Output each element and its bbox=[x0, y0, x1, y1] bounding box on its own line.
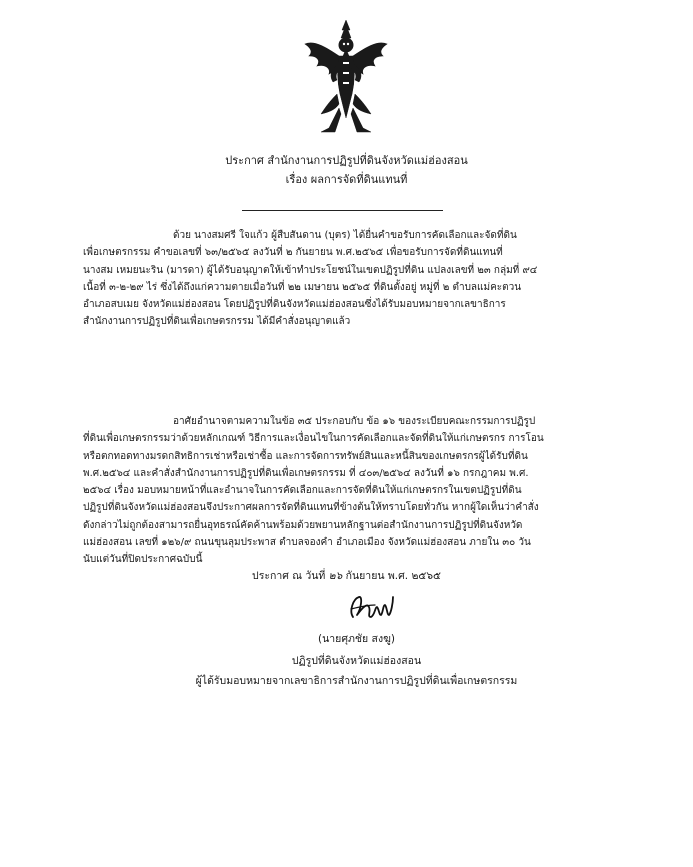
paragraph-line: อาศัยอำนาจตามความในข้อ ๓๕ ประกอบกับ ข้อ ๑๖ ของระเบียบคณะกรรมการปฏิรูป bbox=[173, 416, 536, 427]
paragraph-line: นางสม เหมยนะริน (มารดา) ผู้ได้รับอนุญาตให้เข้าทำประโยชน์ในเขตปฏิรูปที่ดิน แปลงเลขที่ ๒๓ กลุ่มที่ ๙๔ bbox=[83, 264, 538, 276]
paragraph-line: ดังกล่าวไม่ถูกต้องสามารถยื่นอุทธรณ์คัดค้านพร้อมด้วยพยานหลักฐานต่อสำนักงานการปฏิรูปที่ดินจังหวัด bbox=[83, 519, 523, 531]
paragraph-line: เนื้อที่ ๓-๒-๒๙ ไร่ ซึ่งได้ถึงแก่ความตายเมื่อวันที่ ๒๒ เมษายน ๒๕๖๕ ที่ดินตั้งอยู่ หมู่ที่ ๒ ตำบลแม่คะตวน bbox=[83, 281, 522, 293]
dateline bbox=[0, 567, 693, 584]
paragraph-line: เพื่อเกษตรกรรม คำขอเลขที่ ๖๓/๒๕๖๕ ลงวันที่ ๒ กันยายน พ.ศ.๒๕๖๕ เพื่อขอรับการจัดที่ดินแทนที่ bbox=[83, 247, 503, 259]
paragraph-line: แม่ฮ่องสอน เลขที่ ๑๒๖/๙ ถนนขุนลุมประพาส ตำบลจองคำ อำเภอเมือง จังหวัดแม่ฮ่องสอน ภายใน ๓๐ วัน bbox=[83, 537, 531, 549]
paragraph-petition bbox=[83, 227, 621, 331]
paragraph-line: พ.ศ.๒๕๖๔ และคำสั่งสำนักงานการปฏิรูปที่ดินเพื่อเกษตรกรรม ที่ ๔๐๓/๒๕๖๔ ลงวันที่ ๑๖ กรกฎาคม พ.ศ. bbox=[83, 467, 529, 479]
paragraph-line: ด้วย นางสมศรี ใจแก้ว ผู้สืบสันดาน (บุตร) ได้ยื่นคำขอรับการคัดเลือกและจัดที่ดิน bbox=[173, 230, 517, 241]
paragraph-authority bbox=[83, 413, 621, 569]
announcement-title: ประกาศ สำนักงานการปฏิรูปที่ดินจังหวัดแม่ฮ่องสอน bbox=[225, 154, 468, 167]
garuda-emblem-icon bbox=[299, 18, 393, 138]
paragraph-line: ๒๕๖๔ เรื่อง มอบหมายหน้าที่และอำนาจในการคัดเลือกและการจัดที่ดินให้แก่เกษตรกรในเขตปฏิรูปที่ดิน bbox=[83, 485, 522, 497]
dateline-day: ๒๖ bbox=[328, 570, 343, 582]
paragraph-line: หรือตกทอดทางมรดกสิทธิการเช่าหรือเช่าซื้อ และการจัดการทรัพย์สินและหนี้สินของเกษตรกรผู้ได้รับที่ดิน bbox=[83, 450, 528, 462]
paragraph-line: ที่ดินเพื่อเกษตรกรรมว่าด้วยหลักเกณฑ์ วิธีการและเงื่อนไขในการคัดเลือกและจัดที่ดินให้แก่เกษตรกร การโอน bbox=[83, 433, 544, 445]
handwritten-signature bbox=[345, 587, 397, 625]
announcement-subject: เรื่อง ผลการจัดที่ดินแทนที่ bbox=[285, 173, 408, 186]
signer-position: ปฏิรูปที่ดินจังหวัดแม่ฮ่องสอน bbox=[291, 655, 422, 667]
dateline-prefix: ประกาศ ณ วันที่ bbox=[252, 570, 326, 582]
paragraph-line: ปฏิรูปที่ดินจังหวัดแม่ฮ่องสอนจึงประกาศผลการจัดที่ดินแทนที่ข้างต้นให้ทราบโดยทั่วกัน หากผู้ใดเห็นว่าคำสั่ง bbox=[83, 502, 539, 514]
title-divider bbox=[242, 210, 443, 211]
signer-name: (นายศุภชัย สงฆู) bbox=[318, 633, 395, 645]
paragraph-line: อำเภอสบเมย จังหวัดแม่ฮ่องสอน โดยปฏิรูปที่ดินจังหวัดแม่ฮ่องสอนซึ่งได้รับมอบหมายจากเลขาธิการ bbox=[83, 299, 506, 311]
dateline-suffix: กันยายน พ.ศ. ๒๕๖๕ bbox=[345, 570, 441, 582]
paragraph-line: สำนักงานการปฏิรูปที่ดินเพื่อเกษตรกรรม ได้มีคำสั่งอนุญาตแล้ว bbox=[83, 316, 351, 328]
signer-delegation: ผู้ได้รับมอบหมายจากเลขาธิการสำนักงานการปฏิรูปที่ดินเพื่อเกษตรกรรม bbox=[195, 675, 518, 687]
paragraph-line: นับแต่วันที่ปิดประกาศฉบับนี้ bbox=[83, 554, 203, 566]
